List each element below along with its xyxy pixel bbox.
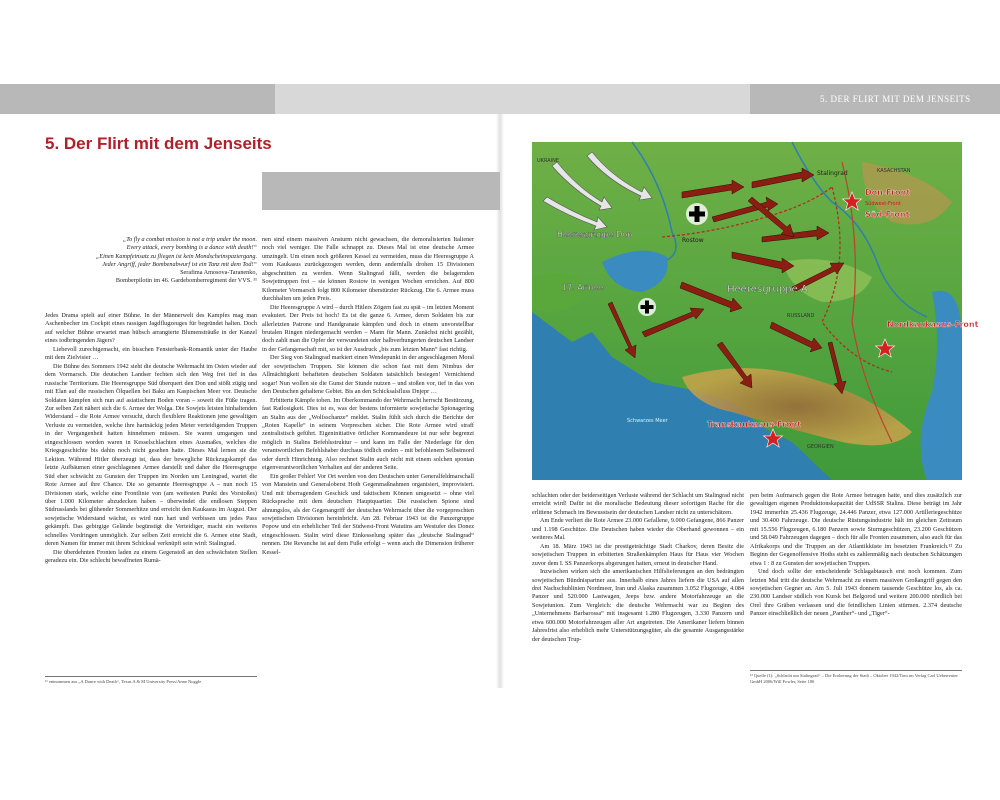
cross-icon (686, 203, 708, 225)
map-label-don-front-sub: Südwest-Front (865, 201, 901, 207)
map-label-17-armee: 17. Armee (562, 283, 604, 292)
paragraph: Die Bühne des Sommers 1942 sieht die deutsche Wehrmacht im Osten wieder auf dem Vormarsch. Die deutschen Landser fechten sich den Weg frei tief in das russische Territorium. Die Heeresgruppe Süd überquert den Don und stößt zügig und mit Elan auf die russischen Ölquellen bei Baku am Kaspischen Meer vor. Deutsche Soldaten kämpfen sich nun auf asiatischem Boden voran – soweit die Füße tragen. Zur selben Zeit nähert sich die 6. Armee der Wolga. Die Sowjets leisten hinhaltenden Widerstand – die Rote Armee versucht, durch flexiblere Reaktionen jene gewaltigen Verluste zu vermeiden, welche ihre hartnäckig jeden Meter verteidigenden Truppen in der Vergangenheit hatten hinnehmen müssen. Sie waren umgangen und eingeschlossen worden waren in Kesselschlachten eines Ausmaßes, welches die Kriegsgeschichte bis dahin noch nicht gesehen hatte. Dieses Mal lernen sie die Lektion. Während Hitler überzeugt ist, dass der bewegliche Rückzugskampf das letzte Aufbäumen einer geschlagenen Armee darstellt und daher die Heeresgruppe Süd eher schwächt zu Gunsten der Truppen im Norden um Leningrad, wartet die Rote Armee auf ihre Chance. Die so genannte Heeresgruppe A – nun noch 15 Divisionen stark, welche eine Frontlinie von (am weitesten Punkt des Vorstoßes) über 1.000 Kilometer abzudecken haben – überwindet die endlosen Steppen Südrusslands bei glühender Sommerhitze und erreicht den Kaukasus im August. Der sowjetische Widerstand wächst, es wird nun hart und verbissen um jedes Pass gekämpft. Das gebirgige Gelände begünstigt die Verteidiger, macht ein weiteres schnelles Vordringen unmöglich. Zur selben Zeit erreicht die 6. Armee eine Stadt, deren Namen für immer mit ihrem Schicksal verknüpft sein wird: Stalingrad. (45, 362, 257, 548)
header-band-right-light (500, 84, 750, 114)
chapter-title: 5. Der Flirt mit dem Jenseits (45, 134, 272, 153)
map-label-rostow: Rostow (682, 237, 704, 244)
map-label-nordkaukasus: Nordkaukasus-Front (887, 320, 979, 329)
map-label-ukraine: UKRAINE (537, 158, 560, 164)
header-band-left (0, 84, 275, 114)
paragraph: Die Heeresgruppe A wird – durch Hitlers Zögern fast zu spät – im letzten Moment evakuiert. Der Preis ist hoch! Es ist die ganze 6. Armee, deren Soldaten bis zur allerletzten Patrone und Handgranate kämpfen und doch in einem unvorstellbar brutalen Ringen niedergemacht werden – Mann für Mann. Zunächst nicht gezählt, doch zahlt man die Opfer der verwundeten oder halbverhungerten deutschen Landser in der Gefangenschaft mit, so ist der Ausdruck „bis zum letzten Mann“ fast richtig. (262, 303, 474, 353)
header-band-left-light (275, 84, 500, 114)
epigraph-line: Every attack, every bombing is a dance with death!“ (126, 244, 257, 252)
title-band (262, 172, 500, 210)
campaign-map (532, 142, 979, 480)
text-column-4 (750, 492, 962, 642)
paragraph: pen beim Aufmarsch gegen die Rote Armee betragen hatte, und dies zusätzlich zur gewaltigen eigenen Produktionskapazität der UdSSR Stalins. Diese beträgt im Jahr 1942 immerhin 25.436 Flugzeuge, 24.446 Panzer, etwa 127.000 Artilleriegeschütze und 30.400 Fahrzeuge. Die deutsche Rüstungsindustrie hält im gleichen Zeitraum mit 15.556 Flugzeugen, 6.180 Panzern sowie Sturmgeschützen, 23.200 Geschützen und 58.049 Fahrzeugen dagegen – doch für alle Fronten zusammen, also auch für das Afrikakorps und die Truppen an der Atlantikküste im besetzten Frankreich.¹² Zu Beginn der Gegenoffensive Hoths steht es zahlenmäßig nach deutschen Schätzungen etwa 1 : 8 zu Gunsten der sowjetischen Truppen. (750, 492, 962, 567)
paragraph: Und doch sollte der entscheidende Schlagabtausch erst noch kommen. Zum letzten Mal tritt die deutsche Wehrmacht zu einem massiven Großangriff gegen den sowjetischen Gegner an. Am 5. Juli 1943 donnern tausende Geschütze los, als ca. 230.000 Landser südlich von Kursk bei Belgorod und weitere 200.000 nördlich bei Orel ihre Gräben verlassen und die feindlichen Linien stürmen. 2.374 deutsche Panzer einschließlich der neuen „Panther“- und „Tiger“- (750, 568, 962, 618)
paragraph: Am Ende verliert die Rote Armee 23.000 Gefallene, 9.000 Gefangene, 866 Panzer und 1.198 Geschütze. Die Deutschen haben wieder die Oberhand gewonnen – ein weiteres Mal. (532, 517, 744, 542)
epigraph (45, 236, 257, 286)
map-label-russland: RUSSLAND (787, 313, 815, 319)
paragraph: Liebevoll zurechtgemacht, ein bisschen Fensterbank-Romantik unter der Haube mit dem Zielvisier … (45, 345, 257, 362)
cross-icon (638, 298, 656, 316)
map-label-heeresgruppe-a: Heeresgruppe A (727, 284, 808, 295)
map-label-georgien: GEORGIEN (807, 444, 834, 450)
paragraph: Jedes Drama spielt auf einer Bühne. In der Männerwelt des Kampfes mag man Aschenbecher im Cockpit eines rassigen Jagdflugzeuges für begründet halten. Doch auf welcher Bühne erwartet man hübsch arrangierte Blumensträuße in der Kanzel eines todbringenden Jägers? (45, 312, 257, 345)
paragraph: Inzwischen wirken sich die amerikanischen Hilfslieferungen an den bedrängten sowjetischen Bündnispartner aus. Innerhalb eines Jahres liefern die USA auf allen drei Nachschublinien Nordmeer, Iran und Alaska zusammen 3.052 Flugzeuge, 4.084 Panzer und 520.000 Lastwagen, Jeeps bzw. andere Motorfahrzeuge an die Sowjetunion. Zum Vergleich: die deutsche Wehrmacht war zu Beginn des „Unternehmens Barbarossa“ mit insgesamt 1.280 Flugzeugen, 3.330 Panzern und etwa 600.000 Motorfahrzeugen aller Art angetreten. Die Amerikaner liefern binnen Jahresfrist also erheblich mehr Unterstützungsgüter, als die gesamte Ausgangsstärke der deutschen Trup- (532, 568, 744, 643)
epigraph-line: „To fly a combat mission is not a trip under the moon. (122, 236, 257, 243)
text-column-2 (262, 236, 474, 680)
paragraph: Die überdehnten Fronten laden zu einem Gegenstoß an den schwächsten Stellen geradezu ein. Die schlecht bewaffneten Rumä- (45, 548, 257, 565)
map-label-stalingrad: Stalingrad (817, 170, 848, 177)
map-svg (532, 142, 979, 480)
paragraph: Ein großer Fehler! Vor Ort werden von den Deutschen unter Generalfeldmarschall von Manstein und Generaloberst Hoth Gegenmaßnahmen organisiert, improvisiert. Und mit überragendem Geschick und taktischem Können umgesetzt – ohne viel Rücksprache mit dem deutschen Hauptquartier. Die russischen Spione sind ahnungslos, als der Gegenangriff der deutschen Wehrmacht über die vorgepreschten sowjetischen Divisionen hereinbricht. Am 28. Februar 1943 ist die Panzergruppe Popow und ein erheblicher Teil der Südwest-Front Watutins am Westufer des Donez eingeschlossen. Stalin wird diese Einkesselung später das „deutsche Stalingrad“ nennen. Die Revanche ist auf dem Fuße erfolgt – wenn auch die Dimension früherer Kessel- (262, 472, 474, 556)
map-label-transkaukasus: Transkaukasus-Front (707, 420, 801, 429)
epigraph-author: Serafima Amosova-Taranenko, (180, 269, 257, 277)
map-label-sud-front: Süd-Front (865, 210, 910, 219)
paragraph: Am 18. März 1943 ist die prestigeträchtige Stadt Charkov, deren Besitz die sowjetischen Truppen in erbitterten Straßenkämpfen Haus für Haus vier Wochen zuvor dem I. SS Panzerkorps abgerungen hatten, erneut in deutscher Hand. (532, 542, 744, 567)
paragraph: Erbitterte Kämpfe toben. Im Oberkommando der Wehrmacht herrscht Bestürzung, fast Ratlosigkeit. Dies ist es, was der bestens informierte sowjetische Spionagering an Stalin aus der „Wolfsschanze“ meldet. Stalin fühlt sich durch die Berichte der „Roten Kapelle“ in seinem Vorpreschen sicher. Die Rote Armee wird straff zentralistisch geführt. Eigeninitiative örtlicher Kommandeure ist nur sehr begrenzt möglich in Stalins Befehlsstruktur – und kann im Falle der Niederlage für den verantwortlichen Befehlshaber durchaus tödlich enden – mit befohlenem Selbstmord oder durch Hinrichtung. Also rechnet Stalin auch nicht mit einem solchen spontan eigenverantwortlichen Verhalten auf der anderen Seite. (262, 396, 474, 472)
map-label-heeresgruppe-don: Heeresgruppe Don (557, 230, 633, 239)
paragraph: nen sind einem massiven Ansturm nicht gewachsen, die demoralisierten Italiener noch viel weniger. Die Falle schnappt zu. Dieses Mal ist eine deutsche Armee umzingelt. Um einen noch größeren Kessel zu vermeiden, muss die Heeresgruppe A vom Kaukasus zurückgezogen werden, denn andernfalls drohen 15 Divisionen abgeschnitten zu werden. Wenn Stalingrad fällt, werden die belagernden Sowjettruppen frei – sie können Rostow in wenigen Wochen erreichen. Auf 800 Kilometer Vormarsch folgt 800 Kilometer überstürzter Rückzug. Die 6. Armee muss durchhalten um jeden Preis. (262, 236, 474, 303)
epigraph-line: „Einen Kampfeinsatz zu fliegen ist kein Mondscheinspaziergang. (95, 252, 257, 260)
footnote-right: ¹² Quelle (1): „Schlacht um Stalingrad“ – Die Eroberung der Stadt – Oktober 1942/Tom im Verlag Carl Ueberreuter GmbH 2006/Will Fowler, Seite 180 (750, 670, 962, 685)
map-label-schwarzes-meer: Schwarzes Meer (627, 418, 668, 424)
map-label-don-front: Don-Front (865, 188, 911, 197)
running-head: 5. DER FLIRT MIT DEM JENSEITS (820, 94, 971, 104)
text-column-3 (532, 492, 744, 680)
paragraph: Der Sieg von Stalingrad markiert einen Wendepunkt in der angeschlagenen Moral der sowjetischen Truppen. Sie können die schon fast mit dem Nimbus der Allmächtigkeit behafteten deutschen Soldaten tatsächlich besiegen! Vernichtend sogar! Nun wollen sie die Gunst der Stunde nutzen – und stoßen vor, tief in das von den Deutschen gehaltene Gebiet. Bis an den Schicksalsfluss Dnjepr … (262, 354, 474, 396)
footnote-left: ¹¹ entnommen aus „A Dance with Death“, Texas A & M University Press/Anne Noggle (45, 676, 257, 685)
text-column-1 (45, 312, 257, 670)
epigraph-author-role: Bomberpilotin im 46. Gardebomberregiment der VVS. ¹¹ (115, 277, 257, 285)
paragraph: schlachten oder der beiderseitigen Verluste während der Schlacht um Stalingrad nicht erreicht wird! Dafür ist die moralische Bedeutung dieser sofortigen Rache für die erlittene Schmach im Bewusstsein der deutschen Landser nicht zu unterschätzen. (532, 492, 744, 516)
map-label-kasachstan: KASACHSTAN (877, 168, 911, 174)
epigraph-line: Jeder Angriff, jeder Bombenabwurf ist ein Tanz mit dem Tod!“ (102, 260, 257, 268)
